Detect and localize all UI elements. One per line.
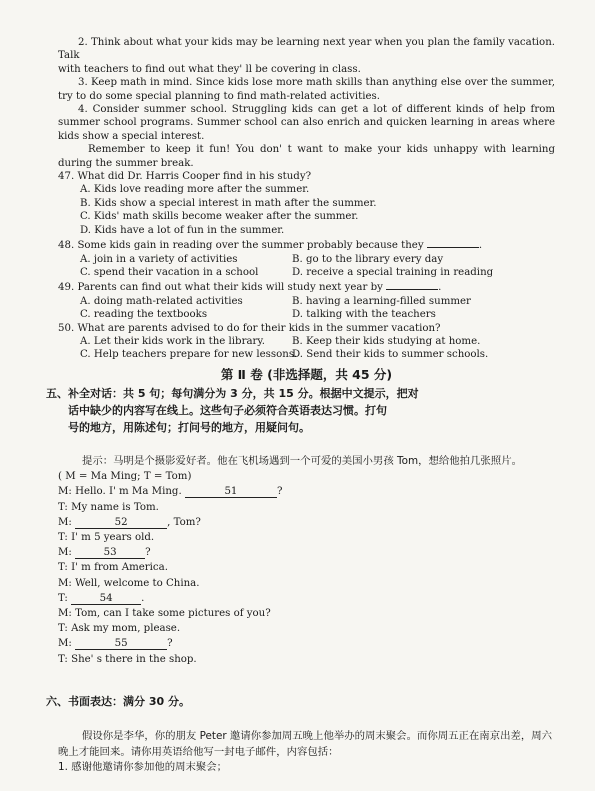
option-b[interactable]: B. go to the library every day bbox=[292, 253, 444, 265]
option-d[interactable]: D. Kids have a lot of fun in the summer. bbox=[80, 224, 285, 236]
option-d[interactable]: D. Send their kids to summer schools. bbox=[292, 349, 489, 361]
tip-2-line2: with teachers to find out what they' ll be covering in class. bbox=[58, 63, 361, 75]
option-b[interactable]: B. Kids show a special interest in math after the summer. bbox=[80, 197, 377, 209]
dialogue-line: M: 53 ? bbox=[58, 547, 151, 559]
option-d[interactable]: D. receive a special training in reading bbox=[292, 266, 494, 278]
dialogue-line: M: 52 , Tom? bbox=[58, 516, 201, 528]
question-stem: 50. What are parents advised to do for their kids in the summer vacation? bbox=[58, 322, 441, 334]
dialogue-line: T: 54 . bbox=[58, 592, 145, 604]
question-stem: 48. Some kids gain in reading over the summer probably because they . bbox=[58, 237, 555, 252]
option-c[interactable]: C. reading the textbooks bbox=[80, 309, 208, 321]
tip-2-line1: 2. Think about what your kids may be learning next year when you plan the family vacation. Talk bbox=[58, 37, 555, 62]
section-5-heading bbox=[46, 385, 555, 436]
dialogue-tip: 提示：马明是个摄影爱好者。他在飞机场遇到一个可爱的美国小男孩 Tom，想给他拍几张照片。 bbox=[82, 455, 522, 468]
dialogue-line: T: Ask my mom, please. bbox=[58, 623, 181, 635]
option-d[interactable]: D. talking with the teachers bbox=[292, 309, 436, 321]
dialogue-line: T: She' s there in the shop. bbox=[58, 653, 197, 665]
question-50 bbox=[58, 322, 555, 362]
options bbox=[58, 253, 555, 280]
section-6-title: 六、书面表达：满分 30 分。 bbox=[46, 694, 190, 708]
answer-blank[interactable] bbox=[427, 237, 479, 248]
question-stem: 49. Parents can find out what their kids will study next year by . bbox=[58, 279, 555, 294]
closing-paragraph: Remember to keep it fun! You don' t want to make your kids unhappy with learning during the summer break. bbox=[58, 144, 555, 169]
section-5-line1: 五、补全对话：共 5 句；每句满分为 3 分，共 15 分。根据中文提示，把对 bbox=[46, 387, 419, 401]
option-a[interactable]: A. Let their kids work in the library. bbox=[80, 335, 266, 347]
section-5-line3: 号的地方，用陈述句；打问号的地方，用疑问句。 bbox=[68, 421, 310, 435]
question-47 bbox=[58, 170, 555, 237]
tip-3: 3. Keep math in mind. Since kids lose more math skills than anything else over the summer, try to do some special planning to find math-related activities. bbox=[58, 77, 555, 102]
option-c[interactable]: C. spend their vacation in a school bbox=[80, 266, 259, 278]
writing-task: 假设你是李华，你的朋友 Peter 邀请你参加周五晚上他举办的周末聚会。而你周五正在南京出差，周六晚上才能回来。请你用英语给他写一封电子邮件，内容包括： bbox=[58, 730, 553, 759]
dialogue-line: M: Hello. I' m Ma Ming. 51 ? bbox=[58, 486, 283, 498]
answer-blank-51[interactable]: 51 bbox=[185, 486, 277, 498]
dialogue-line: T: I' m from America. bbox=[58, 562, 168, 574]
options bbox=[58, 335, 555, 362]
dialogue-line: M: Tom, can I take some pictures of you? bbox=[58, 607, 271, 619]
option-a[interactable]: A. Kids love reading more after the summer. bbox=[80, 184, 310, 196]
option-b[interactable]: B. having a learning-filled summer bbox=[292, 295, 471, 307]
answer-blank-52[interactable]: 52 bbox=[75, 517, 167, 529]
writing-item-1: 1. 感谢他邀请你参加他的周末聚会； bbox=[58, 761, 228, 774]
reading-passage bbox=[58, 36, 555, 170]
answer-blank-53[interactable]: 53 bbox=[75, 547, 145, 559]
dialogue-line: T: My name is Tom. bbox=[58, 501, 159, 513]
dialogue bbox=[58, 469, 555, 667]
question-48 bbox=[58, 237, 555, 279]
dialogue-line: T: I' m 5 years old. bbox=[58, 531, 155, 543]
question-49 bbox=[58, 279, 555, 321]
answer-blank-55[interactable]: 55 bbox=[75, 638, 167, 650]
part-2-title: 第 Ⅱ 卷 (非选择题，共 45 分) bbox=[220, 366, 393, 382]
dialogue-line: M: 55 ? bbox=[58, 638, 173, 650]
option-a[interactable]: A. join in a variety of activities bbox=[80, 253, 238, 265]
options bbox=[58, 183, 555, 237]
question-stem: 47. What did Dr. Harris Cooper find in his study? bbox=[58, 171, 312, 183]
dialogue-legend: ( M = Ma Ming; T = Tom) bbox=[58, 471, 192, 483]
answer-blank-54[interactable]: 54 bbox=[71, 593, 141, 605]
option-c[interactable]: C. Kids' math skills become weaker after the summer. bbox=[80, 211, 359, 223]
answer-blank[interactable] bbox=[386, 279, 438, 290]
option-b[interactable]: B. Keep their kids studying at home. bbox=[292, 335, 481, 347]
option-a[interactable]: A. doing math-related activities bbox=[80, 295, 243, 307]
dialogue-line: M: Well, welcome to China. bbox=[58, 577, 200, 589]
tip-4: 4. Consider summer school. Struggling kids can get a lot of different kinds of help from summer school programs. Summer school can also enrich and quicken learning in areas where kids show a special interest. bbox=[58, 104, 555, 142]
section-5-line2: 话中缺少的内容写在线上。这些句子必须符合英语表达习惯。打句 bbox=[68, 404, 387, 418]
option-c[interactable]: C. Help teachers prepare for new lessons. bbox=[80, 349, 298, 361]
options bbox=[58, 295, 555, 322]
